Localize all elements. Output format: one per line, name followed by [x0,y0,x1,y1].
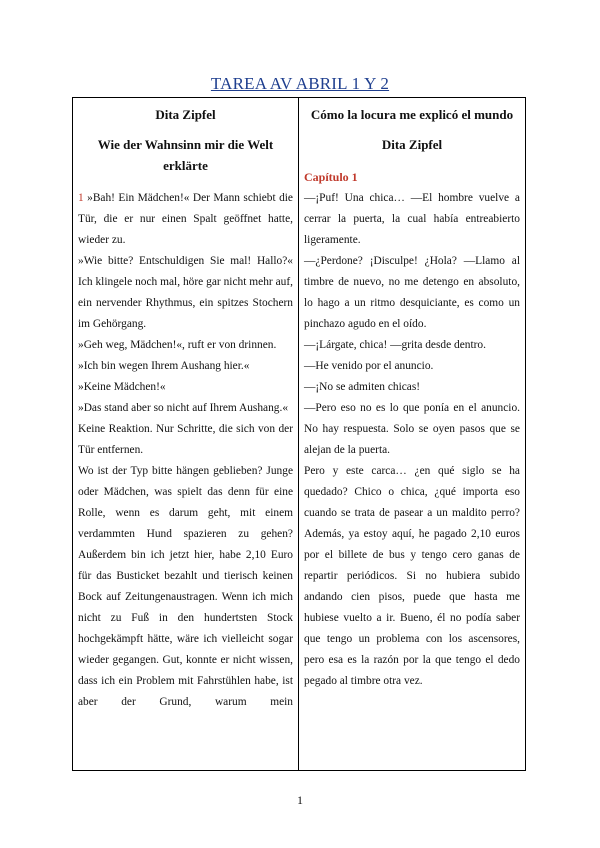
spanish-text [304,167,520,692]
spanish-paragraph: —¡Lárgate, chica! —grita desde dentro. [304,339,486,351]
spanish-paragraph: —He venido por el anuncio. [304,360,434,372]
german-paragraph: »Wie bitte? Entschuldigen Sie mal! Hallo?« Ich klingele noch mal, höre gar nicht mehr auf, ein nervender Rhythmus, ein spitzes Stochern im Gehörgang. [78,255,293,330]
document-title: TAREA AV ABRIL 1 Y 2 [210,74,390,93]
german-paragraph: Keine Reaktion. Nur Schritte, die sich von der Tür entfernen. [78,423,293,456]
spanish-paragraph: —Pero eso no es lo que ponía en el anuncio. No hay respuesta. Solo se oyen pasos que se alejan de la puerta. [304,402,520,456]
german-paragraph: »Geh weg, Mädchen!«, ruft er von drinnen. [78,339,277,351]
german-author: Dita Zipfel [155,107,216,122]
german-column [73,98,299,770]
german-book-title: Wie der Wahnsinn mir die Welt erklärte [97,137,274,173]
chapter-heading: Capítulo 1 [304,170,358,184]
german-paragraph: »Keine Mädchen!« [78,381,166,393]
german-paragraph: »Ich bin wegen Ihrem Aushang hier.« [78,360,250,372]
spanish-book-title: Cómo la locura me explicó el mundo [310,107,514,122]
spanish-paragraph: —¡No se admiten chicas! [304,381,421,393]
german-text [78,188,293,713]
spanish-paragraph: —¡Puf! Una chica… —El hombre vuelve a cerrar la puerta, la cual había entreabierto ligeramente. [304,192,520,246]
german-paragraph: »Das stand aber so nicht auf Ihrem Aushang.« [78,402,289,414]
german-paragraph: 1 »Bah! Ein Mädchen!« Der Mann schiebt die Tür, die er nur einen Spalt geöffnet hatte, wieder zu. [78,192,293,246]
bilingual-table [72,97,526,771]
page-number: 1 [297,793,303,807]
german-paragraph: Wo ist der Typ bitte hängen geblieben? Junge oder Mädchen, was spielt das denn für eine Rolle, wenn es darum geht, mit einem verdammten Hund spazieren zu gehen? Außerdem bin ich jetzt hier, habe 2,10 Euro für das Busticket bezahlt und tierisch keinen Bock auf Zeitungenaustragen. Wenn ich mich nicht zu Fuß in den hundertsten Stock hochgekämpft hätte, wäre ich vielleicht sogar wieder gegangen. Gut, konnte er nicht wissen, dass ich ein Problem mit Fahrstühlen habe, ist aber der Grund, warum mein [78,465,293,708]
spanish-paragraph: —¿Perdone? ¡Disculpe! ¿Hola? —Llamo al timbre de nuevo, no me detengo en absoluto, lo hago a un ritmo desquiciante, es como un pinchazo agudo en el oído. [304,255,520,330]
chapter-number: 1 [78,192,84,204]
spanish-author: Dita Zipfel [381,137,443,152]
spanish-paragraph: Pero y este carca… ¿en qué siglo se ha quedado? Chico o chica, ¿qué importa eso cuando se trata de pasear a un maldito perro? Además, ya estoy aquí, he pagado 2,10 euros por el billete de bus y tengo cero ganas de repartir periódicos. Si no hubiera subido andando cien pisos, puede que hasta me hubiese vuelto a ir. Bueno, él no podía saber que tengo un problema con los ascensores, pero esa es la razón por la que tengo el dedo pegado al timbre otra vez. [304,465,520,687]
spanish-column [299,98,525,770]
